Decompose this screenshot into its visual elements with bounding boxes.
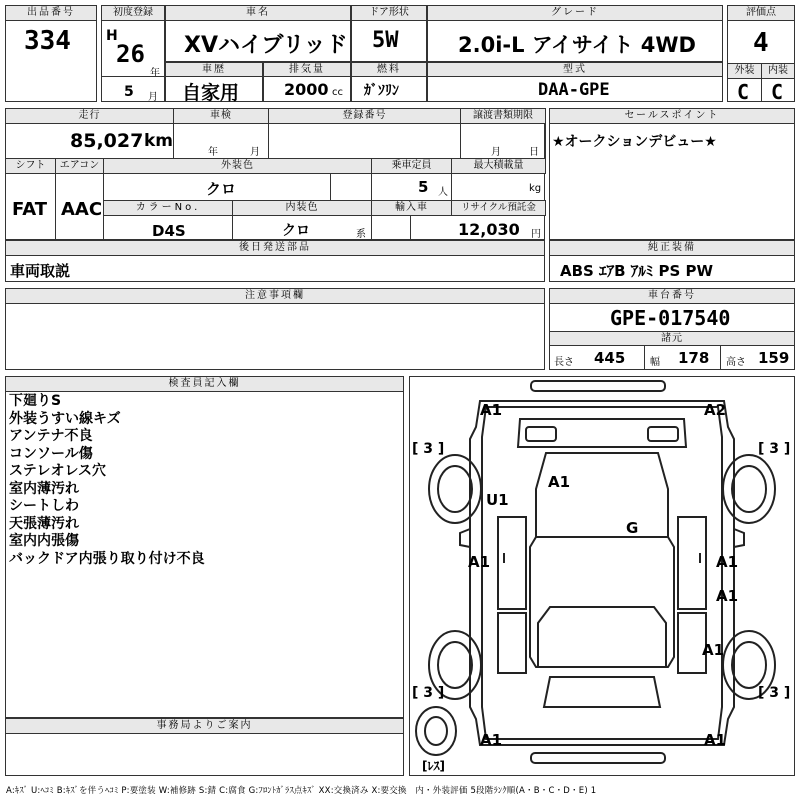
door: 5W bbox=[372, 28, 399, 53]
interior-grade: C bbox=[771, 80, 784, 104]
tire-fl: [ 3 ] bbox=[412, 441, 445, 457]
transfer-month-unit: 月 bbox=[491, 147, 501, 158]
inspection-label: 車検 bbox=[173, 108, 269, 124]
interior-label: 内装 bbox=[761, 63, 795, 79]
inspector-note-line: アンテナ不良 bbox=[9, 428, 93, 444]
ext-color-label: 外装色 bbox=[103, 158, 372, 174]
later-parts-box bbox=[5, 240, 545, 282]
selling-point: ★オークションデビュー★ bbox=[552, 134, 717, 150]
lot-box bbox=[5, 5, 97, 102]
displacement-label: 排気量 bbox=[264, 63, 350, 77]
row2-box bbox=[5, 108, 545, 240]
len-label: 長さ bbox=[554, 357, 574, 368]
score-divider bbox=[761, 78, 762, 102]
damage-diagram bbox=[409, 376, 795, 776]
ac: AAC bbox=[61, 199, 103, 220]
tire-rl: [ 3 ] bbox=[412, 685, 445, 701]
transfer-label: 譲渡書類期限 bbox=[460, 108, 546, 124]
first-reg-label: 初度登録 bbox=[102, 6, 164, 21]
car-outline bbox=[410, 377, 794, 775]
legend: A:ｷｽﾞ U:ﾍｺﾐ B:ｷｽﾞを伴うﾍｺﾐ P:要塗装 W:補修跡 S:錆 C:腐食 G:ﾌﾛﾝﾄｶﾞﾗｽ点ｷｽﾞ XX:交換済み X:要交換 内・外装評価 5段階ﾗﾝｸ順(A・B・C・D・E) 1 bbox=[6, 786, 597, 796]
shift: FAT bbox=[12, 199, 48, 220]
history-label: 車歴 bbox=[166, 63, 262, 77]
load-unit: kg bbox=[529, 183, 542, 194]
inspector-note-line: バックドア内張り取り付け不良 bbox=[9, 550, 205, 567]
inspector-note-line: 室内内張傷 bbox=[9, 533, 79, 549]
chassis-label: 車台番号 bbox=[550, 289, 794, 304]
mark-right-rear-door: A1 bbox=[716, 587, 739, 605]
load-label: 最大積載量 bbox=[451, 158, 546, 174]
selling-label: セールスポイント bbox=[550, 109, 794, 124]
mileage: 85,027 bbox=[70, 130, 144, 152]
spec-label: 諸元 bbox=[549, 331, 795, 346]
capacity-cell bbox=[371, 173, 452, 201]
grade: 2.0i-L アイサイト 4WD bbox=[458, 33, 696, 57]
recycle-label: リサイクル預託金 bbox=[451, 200, 546, 216]
reg-month: 5 bbox=[124, 84, 134, 100]
door-box bbox=[351, 5, 427, 62]
lot-label: 出品番号 bbox=[6, 6, 96, 21]
inspector-note-line: 室内薄汚れ bbox=[9, 480, 79, 497]
score: 4 bbox=[753, 28, 769, 58]
spare-tire-mark: [ﾚｽ] bbox=[422, 759, 445, 773]
grade-box bbox=[427, 5, 723, 62]
lot-value: 334 bbox=[24, 26, 71, 56]
inspector-box bbox=[5, 376, 404, 718]
score-label: 評価点 bbox=[728, 6, 794, 21]
mileage-unit: km bbox=[144, 131, 174, 151]
insp-month-unit: 月 bbox=[250, 147, 260, 158]
mark-hood: A1 bbox=[548, 473, 571, 491]
later-parts-value: 車両取説 bbox=[10, 262, 71, 280]
history: 自家用 bbox=[182, 82, 240, 104]
mark-fr-corner: A2 bbox=[704, 401, 727, 419]
caution-label: 注意事項欄 bbox=[6, 289, 544, 304]
mark-windshield: U1 bbox=[486, 491, 509, 509]
caution-box bbox=[5, 288, 545, 370]
int-color: クロ bbox=[282, 223, 310, 239]
chassis-number: GPE-017540 bbox=[610, 306, 731, 330]
recycle: 12,030 bbox=[458, 220, 520, 239]
spec-divider-1 bbox=[644, 345, 645, 370]
inspector-label: 検査員記入欄 bbox=[6, 377, 403, 392]
mark-roof: G bbox=[626, 519, 639, 537]
exterior-label: 外装 bbox=[727, 63, 762, 79]
fuel: ｶﾞｿﾘﾝ bbox=[364, 83, 399, 99]
displacement: 2000 bbox=[284, 80, 329, 99]
selling-box bbox=[549, 108, 795, 240]
recycle-unit: 円 bbox=[531, 229, 541, 240]
exterior-grade: C bbox=[737, 80, 750, 104]
spec-divider-2 bbox=[720, 345, 721, 370]
color-no: D4S bbox=[152, 222, 186, 240]
mark-rr-corner: A1 bbox=[704, 731, 727, 749]
capacity: 5 bbox=[418, 178, 429, 196]
inspector-note-line: 下廻りS bbox=[9, 393, 62, 409]
chassis-box bbox=[549, 288, 795, 370]
mark-right-door: A1 bbox=[716, 553, 739, 571]
reg-year-unit: 年 bbox=[150, 68, 160, 79]
inspector-note-line: 天張薄汚れ bbox=[9, 515, 79, 532]
len: 445 bbox=[594, 349, 626, 367]
tire-fr: [ 3 ] bbox=[758, 441, 791, 457]
car-name-label: 車名 bbox=[166, 6, 350, 21]
mark-rl-corner: A1 bbox=[480, 731, 503, 749]
int-color-label: 内装色 bbox=[232, 200, 372, 216]
capacity-label: 乗車定員 bbox=[371, 158, 452, 174]
import-cell bbox=[371, 215, 411, 242]
wid: 178 bbox=[678, 349, 710, 367]
ext-color: クロ bbox=[206, 180, 237, 198]
displacement-box bbox=[263, 62, 351, 102]
wid-label: 幅 bbox=[650, 357, 660, 368]
model-box bbox=[427, 62, 723, 102]
ac-label: エアコン bbox=[55, 158, 104, 174]
inspector-note-line: ステレオレス穴 bbox=[9, 463, 107, 479]
car-name-box bbox=[165, 5, 351, 62]
reg-no-label: 登録番号 bbox=[268, 108, 461, 124]
history-box bbox=[165, 62, 263, 102]
door-label: ドア形状 bbox=[352, 6, 426, 21]
transfer-day-unit: 日 bbox=[529, 147, 539, 158]
hgt: 159 bbox=[758, 349, 790, 367]
genuine-label: 純正装備 bbox=[550, 241, 794, 256]
genuine-value: ABS ｴｱB ｱﾙﾐ PS PW bbox=[560, 262, 714, 280]
reg-year: 26 bbox=[116, 40, 145, 68]
score-box bbox=[727, 5, 795, 102]
displacement-unit: cc bbox=[332, 87, 343, 98]
model-label: 型式 bbox=[428, 63, 722, 77]
hgt-label: 高さ bbox=[726, 357, 746, 368]
model: DAA-GPE bbox=[538, 80, 610, 100]
grade-label: グレード bbox=[428, 6, 722, 21]
inspector-note-line: シートしわ bbox=[9, 498, 79, 514]
fuel-label: 燃料 bbox=[352, 63, 426, 77]
inspector-note-line: 外装うすい線キズ bbox=[9, 410, 121, 427]
fuel-box bbox=[351, 62, 427, 102]
mark-right-quarter: A1 bbox=[702, 641, 725, 659]
capacity-unit: 人 bbox=[438, 187, 448, 198]
insp-year-unit: 年 bbox=[208, 147, 218, 158]
mileage-label: 走行 bbox=[5, 108, 174, 124]
first-reg-box bbox=[101, 5, 165, 102]
color-no-label: カラーNo. bbox=[103, 200, 233, 216]
genuine-box bbox=[549, 240, 795, 282]
mark-fl-corner: A1 bbox=[480, 401, 503, 419]
import-label: 輸入車 bbox=[371, 200, 452, 216]
reg-month-divider bbox=[101, 76, 165, 77]
inspector-note-line: コンソール傷 bbox=[9, 445, 93, 462]
reg-month-unit: 月 bbox=[148, 92, 158, 103]
mark-left-door: A1 bbox=[468, 553, 491, 571]
later-parts-label: 後日発送部品 bbox=[6, 241, 544, 256]
office-label: 事務局よりご案内 bbox=[6, 719, 403, 734]
inspector-notes bbox=[9, 393, 205, 568]
office-box bbox=[5, 718, 404, 776]
car-name: XVハイブリッド bbox=[184, 33, 348, 58]
shift-label: シフト bbox=[5, 158, 56, 174]
int-color-unit: 系 bbox=[356, 229, 366, 240]
tire-rr: [ 3 ] bbox=[758, 685, 791, 701]
era: H bbox=[106, 28, 118, 44]
